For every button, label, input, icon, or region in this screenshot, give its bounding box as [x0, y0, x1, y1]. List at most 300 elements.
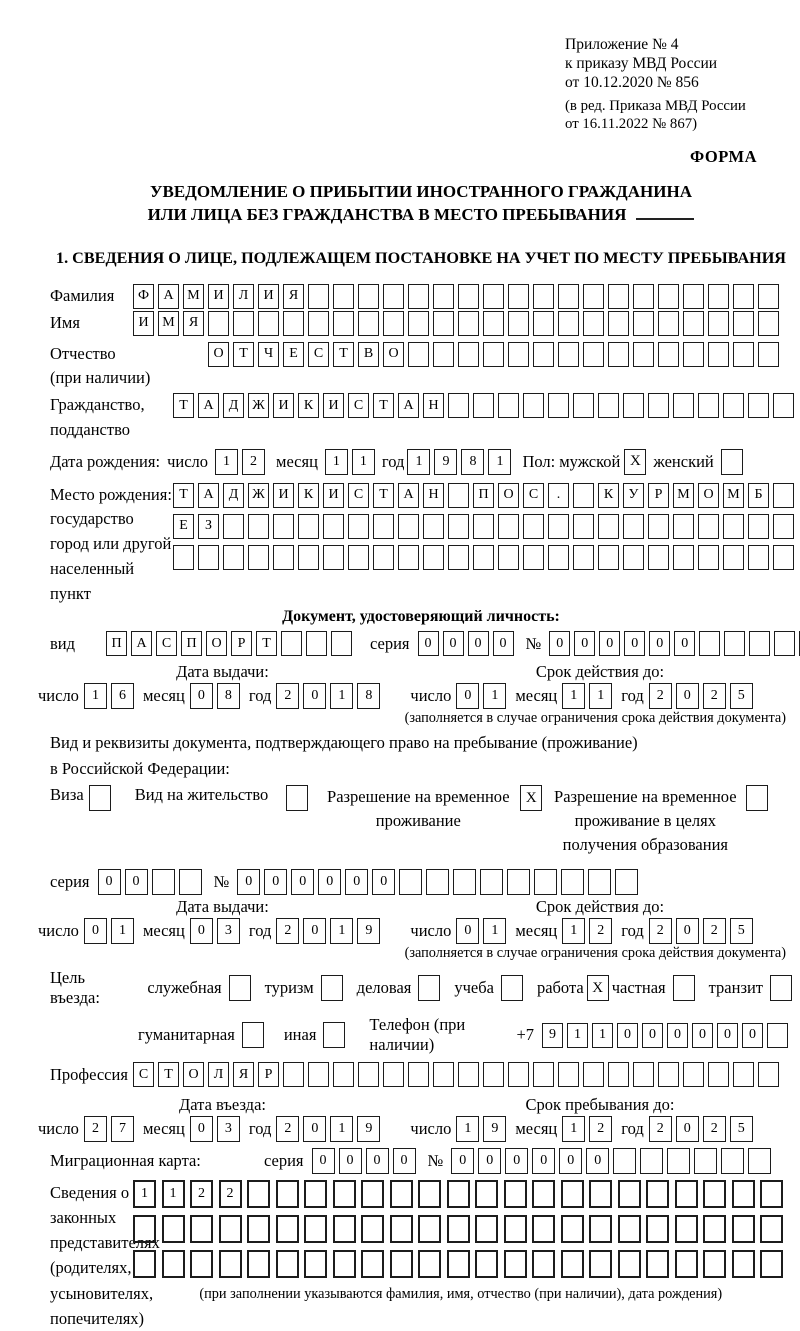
char-box[interactable] — [473, 514, 494, 539]
char-box[interactable] — [589, 1250, 612, 1278]
char-box[interactable] — [683, 342, 704, 367]
char-box[interactable]: Е — [173, 514, 194, 539]
char-box[interactable]: 0 — [291, 869, 314, 895]
char-box[interactable]: Я — [183, 311, 204, 336]
char-box[interactable] — [198, 545, 219, 570]
char-box[interactable]: 1 — [162, 1180, 185, 1208]
char-box[interactable]: Д — [223, 483, 244, 508]
purpose-opt3-checkbox[interactable] — [418, 975, 440, 1001]
char-box[interactable]: О — [183, 1062, 204, 1087]
char-box[interactable]: 2 — [589, 918, 612, 944]
char-box[interactable]: 2 — [703, 683, 726, 709]
char-box[interactable]: К — [298, 393, 319, 418]
char-box[interactable] — [532, 1180, 555, 1208]
char-box[interactable] — [532, 1215, 555, 1243]
char-box[interactable]: 0 — [418, 631, 439, 656]
char-box[interactable]: 0 — [190, 683, 213, 709]
char-box[interactable] — [533, 284, 554, 309]
char-box[interactable] — [698, 393, 719, 418]
char-box[interactable] — [247, 1215, 270, 1243]
purpose-opt4-checkbox[interactable] — [501, 975, 523, 1001]
char-box[interactable] — [448, 393, 469, 418]
char-box[interactable] — [748, 514, 769, 539]
char-box[interactable] — [458, 342, 479, 367]
char-box[interactable]: А — [198, 483, 219, 508]
char-box[interactable] — [733, 342, 754, 367]
char-box[interactable] — [723, 393, 744, 418]
char-box[interactable] — [308, 1062, 329, 1087]
char-box[interactable] — [558, 342, 579, 367]
char-box[interactable] — [758, 1062, 779, 1087]
char-box[interactable] — [458, 1062, 479, 1087]
char-box[interactable] — [306, 631, 327, 656]
char-box[interactable] — [276, 1215, 299, 1243]
char-box[interactable] — [333, 1215, 356, 1243]
char-box[interactable]: И — [258, 284, 279, 309]
char-box[interactable] — [758, 284, 779, 309]
char-box[interactable]: 0 — [586, 1148, 609, 1174]
char-box[interactable] — [276, 1180, 299, 1208]
char-box[interactable]: С — [523, 483, 544, 508]
char-box[interactable]: И — [273, 483, 294, 508]
char-box[interactable] — [721, 1148, 744, 1174]
char-box[interactable] — [623, 545, 644, 570]
char-box[interactable] — [533, 311, 554, 336]
char-box[interactable] — [732, 1215, 755, 1243]
char-box[interactable]: 0 — [303, 683, 326, 709]
char-box[interactable] — [473, 545, 494, 570]
char-box[interactable] — [408, 342, 429, 367]
char-box[interactable]: Л — [208, 1062, 229, 1087]
purpose-opt2-checkbox[interactable] — [321, 975, 343, 1001]
char-box[interactable] — [152, 869, 175, 895]
char-box[interactable] — [458, 311, 479, 336]
char-box[interactable]: 0 — [190, 1116, 213, 1142]
char-box[interactable] — [333, 1062, 354, 1087]
char-box[interactable] — [748, 393, 769, 418]
char-box[interactable] — [773, 545, 794, 570]
char-box[interactable] — [618, 1180, 641, 1208]
char-box[interactable]: Ж — [248, 483, 269, 508]
char-box[interactable]: Р — [648, 483, 669, 508]
char-box[interactable] — [190, 1250, 213, 1278]
char-box[interactable]: 0 — [667, 1023, 688, 1048]
char-box[interactable] — [219, 1215, 242, 1243]
char-box[interactable] — [533, 1062, 554, 1087]
char-box[interactable]: Т — [158, 1062, 179, 1087]
char-box[interactable]: О — [208, 342, 229, 367]
char-box[interactable] — [507, 869, 530, 895]
char-box[interactable]: 2 — [242, 449, 265, 475]
char-box[interactable]: О — [698, 483, 719, 508]
char-box[interactable] — [703, 1250, 726, 1278]
char-box[interactable]: 7 — [111, 1116, 134, 1142]
char-box[interactable]: Т — [256, 631, 277, 656]
char-box[interactable]: 1 — [483, 918, 506, 944]
char-box[interactable] — [708, 311, 729, 336]
char-box[interactable]: 1 — [111, 918, 134, 944]
char-box[interactable]: Т — [333, 342, 354, 367]
char-box[interactable]: 0 — [559, 1148, 582, 1174]
char-box[interactable] — [573, 483, 594, 508]
char-box[interactable]: И — [273, 393, 294, 418]
char-box[interactable] — [504, 1250, 527, 1278]
char-box[interactable]: М — [723, 483, 744, 508]
char-box[interactable] — [283, 311, 304, 336]
char-box[interactable] — [508, 342, 529, 367]
char-box[interactable] — [703, 1215, 726, 1243]
char-box[interactable]: 2 — [649, 1116, 672, 1142]
char-box[interactable] — [433, 342, 454, 367]
char-box[interactable] — [618, 1250, 641, 1278]
char-box[interactable] — [358, 1062, 379, 1087]
char-box[interactable] — [523, 514, 544, 539]
char-box[interactable]: 0 — [649, 631, 670, 656]
char-box[interactable]: 2 — [276, 918, 299, 944]
char-box[interactable]: 0 — [674, 631, 695, 656]
char-box[interactable] — [418, 1180, 441, 1208]
char-box[interactable] — [533, 342, 554, 367]
char-box[interactable] — [447, 1180, 470, 1208]
char-box[interactable]: 0 — [505, 1148, 528, 1174]
char-box[interactable] — [298, 545, 319, 570]
visa-checkbox[interactable] — [89, 785, 111, 811]
char-box[interactable] — [608, 1062, 629, 1087]
char-box[interactable] — [683, 311, 704, 336]
char-box[interactable] — [561, 869, 584, 895]
char-box[interactable]: М — [183, 284, 204, 309]
char-box[interactable]: Т — [373, 483, 394, 508]
purpose-opt5-checkbox[interactable]: X — [587, 975, 609, 1001]
char-box[interactable]: М — [673, 483, 694, 508]
char-box[interactable]: А — [198, 393, 219, 418]
char-box[interactable] — [708, 1062, 729, 1087]
char-box[interactable] — [304, 1215, 327, 1243]
char-box[interactable] — [573, 393, 594, 418]
char-box[interactable] — [475, 1250, 498, 1278]
char-box[interactable]: 6 — [111, 683, 134, 709]
char-box[interactable] — [598, 393, 619, 418]
char-box[interactable]: 0 — [493, 631, 514, 656]
char-box[interactable] — [613, 1148, 636, 1174]
char-box[interactable]: 0 — [624, 631, 645, 656]
char-box[interactable] — [390, 1215, 413, 1243]
char-box[interactable] — [358, 311, 379, 336]
char-box[interactable] — [361, 1180, 384, 1208]
char-box[interactable]: 2 — [190, 1180, 213, 1208]
char-box[interactable] — [658, 284, 679, 309]
char-box[interactable] — [361, 1215, 384, 1243]
char-box[interactable] — [433, 311, 454, 336]
char-box[interactable]: Я — [283, 284, 304, 309]
char-box[interactable] — [133, 1250, 156, 1278]
char-box[interactable] — [561, 1180, 584, 1208]
char-box[interactable] — [283, 1062, 304, 1087]
char-box[interactable] — [423, 545, 444, 570]
char-box[interactable] — [504, 1215, 527, 1243]
char-box[interactable] — [646, 1215, 669, 1243]
char-box[interactable] — [675, 1250, 698, 1278]
char-box[interactable]: 0 — [393, 1148, 416, 1174]
char-box[interactable] — [333, 1250, 356, 1278]
char-box[interactable]: 5 — [730, 683, 753, 709]
char-box[interactable] — [633, 342, 654, 367]
char-box[interactable] — [333, 311, 354, 336]
char-box[interactable] — [348, 514, 369, 539]
char-box[interactable] — [633, 1062, 654, 1087]
char-box[interactable] — [398, 545, 419, 570]
char-box[interactable] — [447, 1215, 470, 1243]
char-box[interactable]: 0 — [456, 918, 479, 944]
char-box[interactable]: 0 — [676, 918, 699, 944]
char-box[interactable] — [773, 393, 794, 418]
char-box[interactable]: 3 — [217, 1116, 240, 1142]
char-box[interactable] — [423, 514, 444, 539]
char-box[interactable] — [504, 1180, 527, 1208]
char-box[interactable]: 0 — [451, 1148, 474, 1174]
char-box[interactable] — [703, 1180, 726, 1208]
char-box[interactable]: 1 — [589, 683, 612, 709]
char-box[interactable] — [573, 545, 594, 570]
edu-residence-checkbox[interactable] — [746, 785, 768, 811]
char-box[interactable] — [732, 1250, 755, 1278]
char-box[interactable] — [390, 1250, 413, 1278]
char-box[interactable]: 2 — [219, 1180, 242, 1208]
char-box[interactable]: 1 — [215, 449, 238, 475]
char-box[interactable]: 0 — [456, 683, 479, 709]
char-box[interactable] — [760, 1180, 783, 1208]
char-box[interactable] — [732, 1180, 755, 1208]
char-box[interactable] — [683, 284, 704, 309]
char-box[interactable] — [723, 514, 744, 539]
char-box[interactable] — [698, 514, 719, 539]
char-box[interactable]: 1 — [330, 1116, 353, 1142]
char-box[interactable]: 1 — [407, 449, 430, 475]
char-box[interactable] — [399, 869, 422, 895]
char-box[interactable] — [383, 1062, 404, 1087]
char-box[interactable] — [333, 1180, 356, 1208]
char-box[interactable] — [589, 1215, 612, 1243]
char-box[interactable]: К — [598, 483, 619, 508]
char-box[interactable] — [658, 1062, 679, 1087]
char-box[interactable]: 0 — [676, 683, 699, 709]
char-box[interactable] — [304, 1250, 327, 1278]
char-box[interactable] — [548, 514, 569, 539]
char-box[interactable]: И — [323, 483, 344, 508]
char-box[interactable]: 0 — [303, 1116, 326, 1142]
char-box[interactable] — [673, 393, 694, 418]
char-box[interactable]: С — [308, 342, 329, 367]
char-box[interactable]: 8 — [217, 683, 240, 709]
char-box[interactable]: А — [131, 631, 152, 656]
char-box[interactable]: 0 — [443, 631, 464, 656]
char-box[interactable]: Я — [233, 1062, 254, 1087]
char-box[interactable]: 9 — [483, 1116, 506, 1142]
char-box[interactable]: 5 — [730, 1116, 753, 1142]
char-box[interactable] — [483, 284, 504, 309]
char-box[interactable]: 0 — [692, 1023, 713, 1048]
char-box[interactable]: 9 — [434, 449, 457, 475]
char-box[interactable]: С — [133, 1062, 154, 1087]
char-box[interactable] — [583, 311, 604, 336]
purpose-opt1-checkbox[interactable] — [229, 975, 251, 1001]
char-box[interactable]: А — [158, 284, 179, 309]
char-box[interactable] — [558, 311, 579, 336]
char-box[interactable]: А — [398, 483, 419, 508]
char-box[interactable] — [273, 514, 294, 539]
char-box[interactable] — [558, 1062, 579, 1087]
male-checkbox[interactable]: X — [624, 449, 646, 475]
char-box[interactable]: О — [383, 342, 404, 367]
char-box[interactable]: 1 — [325, 449, 348, 475]
char-box[interactable] — [483, 342, 504, 367]
char-box[interactable] — [179, 869, 202, 895]
char-box[interactable] — [508, 1062, 529, 1087]
char-box[interactable] — [248, 545, 269, 570]
char-box[interactable]: 0 — [642, 1023, 663, 1048]
char-box[interactable]: 2 — [649, 683, 672, 709]
char-box[interactable] — [648, 545, 669, 570]
char-box[interactable] — [258, 311, 279, 336]
char-box[interactable] — [708, 342, 729, 367]
char-box[interactable] — [733, 284, 754, 309]
char-box[interactable]: 2 — [703, 1116, 726, 1142]
char-box[interactable] — [589, 1180, 612, 1208]
char-box[interactable]: 0 — [366, 1148, 389, 1174]
char-box[interactable]: Е — [283, 342, 304, 367]
char-box[interactable] — [767, 1023, 788, 1048]
char-box[interactable] — [453, 869, 476, 895]
char-box[interactable] — [646, 1180, 669, 1208]
char-box[interactable] — [667, 1148, 690, 1174]
char-box[interactable]: 1 — [592, 1023, 613, 1048]
char-box[interactable] — [623, 393, 644, 418]
char-box[interactable] — [646, 1250, 669, 1278]
char-box[interactable]: . — [548, 483, 569, 508]
char-box[interactable]: 3 — [217, 918, 240, 944]
char-box[interactable] — [433, 284, 454, 309]
char-box[interactable] — [598, 514, 619, 539]
char-box[interactable] — [758, 342, 779, 367]
char-box[interactable]: 2 — [276, 683, 299, 709]
char-box[interactable] — [308, 311, 329, 336]
char-box[interactable] — [162, 1215, 185, 1243]
char-box[interactable] — [694, 1148, 717, 1174]
char-box[interactable] — [281, 631, 302, 656]
female-checkbox[interactable] — [721, 449, 743, 475]
char-box[interactable]: Н — [423, 483, 444, 508]
char-box[interactable]: 0 — [549, 631, 570, 656]
purpose-opt6-checkbox[interactable] — [673, 975, 695, 1001]
char-box[interactable] — [483, 311, 504, 336]
char-box[interactable]: 0 — [84, 918, 107, 944]
char-box[interactable] — [615, 869, 638, 895]
char-box[interactable] — [648, 514, 669, 539]
char-box[interactable] — [673, 514, 694, 539]
char-box[interactable] — [640, 1148, 663, 1174]
char-box[interactable] — [458, 284, 479, 309]
char-box[interactable] — [675, 1180, 698, 1208]
char-box[interactable] — [675, 1215, 698, 1243]
char-box[interactable] — [398, 514, 419, 539]
char-box[interactable] — [508, 284, 529, 309]
char-box[interactable] — [699, 631, 720, 656]
char-box[interactable] — [273, 545, 294, 570]
char-box[interactable] — [548, 545, 569, 570]
char-box[interactable] — [598, 545, 619, 570]
char-box[interactable]: 5 — [730, 918, 753, 944]
char-box[interactable] — [473, 393, 494, 418]
char-box[interactable]: И — [208, 284, 229, 309]
char-box[interactable] — [633, 311, 654, 336]
char-box[interactable] — [534, 869, 557, 895]
purpose-opt9-checkbox[interactable] — [323, 1022, 345, 1048]
char-box[interactable] — [648, 393, 669, 418]
char-box[interactable]: 1 — [567, 1023, 588, 1048]
char-box[interactable]: И — [323, 393, 344, 418]
char-box[interactable] — [733, 311, 754, 336]
char-box[interactable]: К — [298, 483, 319, 508]
char-box[interactable]: 1 — [330, 918, 353, 944]
char-box[interactable] — [773, 514, 794, 539]
char-box[interactable] — [308, 284, 329, 309]
char-box[interactable] — [608, 284, 629, 309]
char-box[interactable] — [383, 284, 404, 309]
char-box[interactable]: 1 — [488, 449, 511, 475]
char-box[interactable]: В — [358, 342, 379, 367]
char-box[interactable] — [760, 1215, 783, 1243]
char-box[interactable] — [723, 545, 744, 570]
char-box[interactable]: 0 — [345, 869, 368, 895]
char-box[interactable]: 1 — [330, 683, 353, 709]
char-box[interactable]: З — [198, 514, 219, 539]
char-box[interactable]: Ф — [133, 284, 154, 309]
char-box[interactable]: 1 — [133, 1180, 156, 1208]
purpose-opt8-checkbox[interactable] — [242, 1022, 264, 1048]
char-box[interactable] — [561, 1250, 584, 1278]
char-box[interactable]: 0 — [599, 631, 620, 656]
char-box[interactable]: Р — [231, 631, 252, 656]
char-box[interactable]: П — [181, 631, 202, 656]
char-box[interactable] — [361, 1250, 384, 1278]
char-box[interactable] — [223, 545, 244, 570]
char-box[interactable]: 2 — [589, 1116, 612, 1142]
char-box[interactable]: 0 — [478, 1148, 501, 1174]
char-box[interactable]: 1 — [483, 683, 506, 709]
char-box[interactable]: 2 — [84, 1116, 107, 1142]
char-box[interactable] — [583, 342, 604, 367]
char-box[interactable]: 9 — [542, 1023, 563, 1048]
char-box[interactable] — [173, 545, 194, 570]
char-box[interactable]: 0 — [303, 918, 326, 944]
char-box[interactable] — [447, 1250, 470, 1278]
char-box[interactable]: 9 — [357, 1116, 380, 1142]
char-box[interactable] — [583, 1062, 604, 1087]
char-box[interactable] — [219, 1250, 242, 1278]
char-box[interactable] — [683, 1062, 704, 1087]
char-box[interactable]: Р — [258, 1062, 279, 1087]
char-box[interactable] — [561, 1215, 584, 1243]
char-box[interactable] — [480, 869, 503, 895]
blank-underline[interactable] — [636, 204, 694, 220]
char-box[interactable]: 0 — [125, 869, 148, 895]
char-box[interactable] — [223, 514, 244, 539]
char-box[interactable]: 0 — [574, 631, 595, 656]
char-box[interactable]: 0 — [339, 1148, 362, 1174]
char-box[interactable]: С — [348, 393, 369, 418]
char-box[interactable] — [348, 545, 369, 570]
char-box[interactable] — [276, 1250, 299, 1278]
